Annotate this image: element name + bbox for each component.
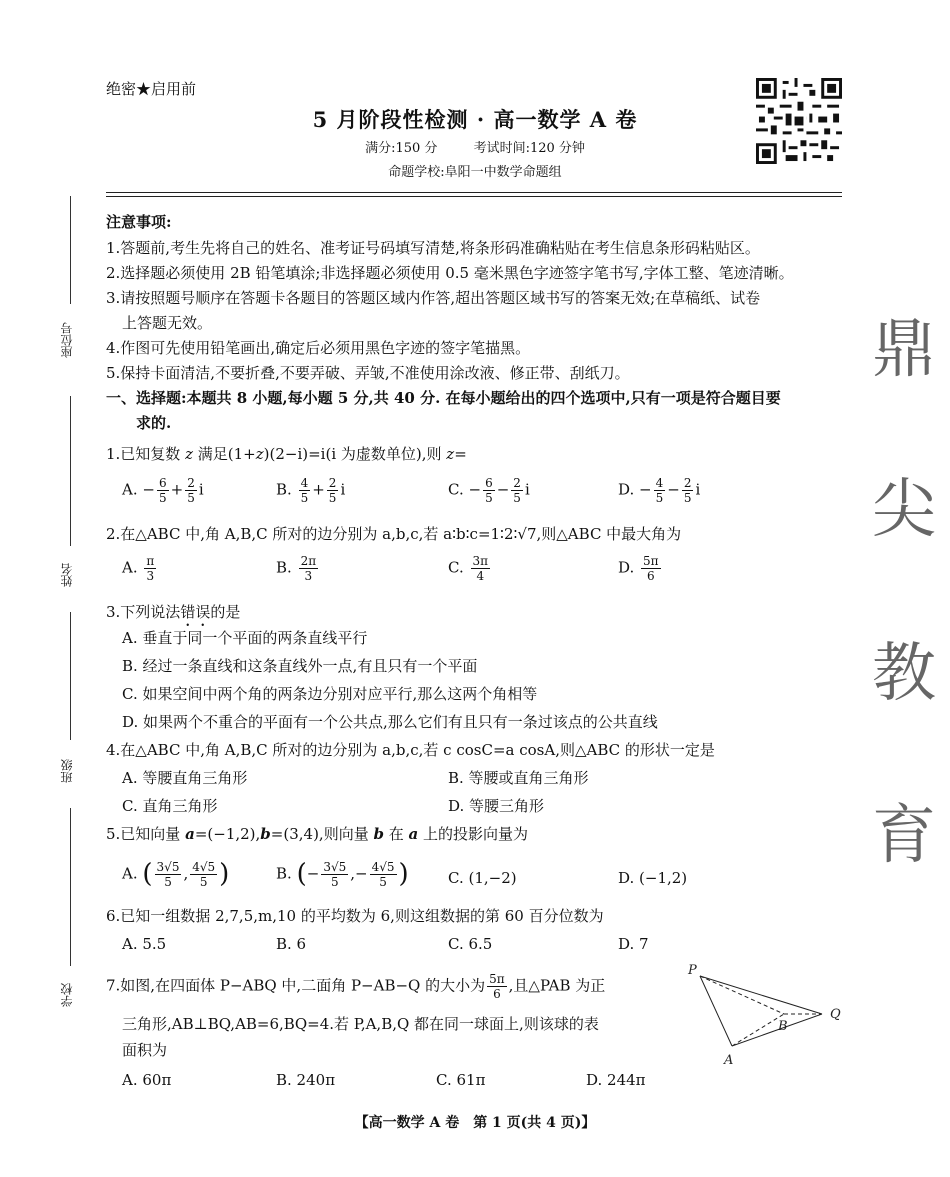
page-footer: 【高一数学 A 卷 第 1 页(共 4 页)】 [354,1115,596,1131]
binding-line [70,196,71,304]
question-5-option-b: B. (− $\frac{3√5}{5}$ ,− $\frac{4√5}{5}$ ) [276,859,409,889]
question-4-stem: 4.在△ABC 中,角 A,B,C 所对的边分别为 a,b,c,若 c cosC=a cosA,则△ABC 的形状一定是 [106,741,715,759]
header-rule [106,196,842,197]
question-7-stem: 7.如图,在四面体 P−ABQ 中,二面角 P−AB−Q 的大小为 $\frac{5\pi}{6}$ ,且△PAB 为正 [106,972,606,1001]
tetrahedron-diagram [682,962,852,1072]
question-2-option-a: A. $\frac{\pi}{3}$ [122,554,155,583]
school-label: 学校 [60,983,74,1007]
question-7-option-b: B. 240π [276,1071,336,1089]
notice-item: 3.请按照题号顺序在答题卡各题目的答题区域内作答,超出答题区域书写的答案无效;在草稿纸、试卷 [106,289,761,307]
exam-time: 考试时间:120 分钟 [473,141,585,156]
question-3-option-a: A. 垂直于同一个平面的两条直线平行 [122,629,368,647]
question-4-option-c: C. 直角三角形 [122,797,218,815]
question-3-option-b: B. 经过一条直线和这条直线外一点,有且只有一个平面 [122,657,478,675]
confidential-mark: 绝密★启用前 [106,80,197,98]
notice-item: 上答题无效。 [122,314,213,332]
name-label: 姓名 [60,563,74,587]
question-6-option-a: A. 5.5 [122,935,167,953]
question-1-option-d: D. − $\frac{4}{5}$ − $\frac{2}{5}$ i [618,476,701,505]
class-label: 班级 [60,759,74,783]
vertex-q-label: Q [830,1007,841,1022]
question-1-option-b: B. $\frac{4}{5}$ + $\frac{2}{5}$ i [276,476,346,505]
notice-item: 1.答题前,考生先将自己的姓名、准考证号码填写清楚,将条形码准确粘贴在考生信息条形码粘贴区。 [106,239,760,257]
edge-pq [700,976,822,1014]
brand-char: 尖 [872,473,936,547]
question-3-option-d: D. 如果两个不重合的平面有一个公共点,那么它们有且只有一条过该点的公共直线 [122,713,658,731]
brand-char: 教 [872,637,936,711]
binding-line [70,808,71,966]
question-4-option-d: D. 等腰三角形 [448,797,545,815]
question-2-option-b: B. $\frac{2\pi}{3}$ [276,554,317,583]
vertex-b-label: B [778,1019,788,1034]
question-7-stem: 面积为 [122,1041,168,1059]
question-3-option-c: C. 如果空间中两个角的两条边分别对应平行,那么这两个角相等 [122,685,538,703]
notice-item: 2.选择题必须使用 2B 铅笔填涂;非选择题必须使用 0.5 毫米黑色字迹签字笔书写,字体工整、笔迹清晰。 [106,264,794,282]
question-7-option-a: A. 60π [122,1071,172,1089]
seat-number-label: 座位号 [60,322,74,358]
section-heading: 一、选择题:本题共 8 小题,每小题 5 分,共 40 分. 在每小题给出的四个选项中,只有一项是符合题目要 [106,389,781,407]
question-1-option-c: C. − $\frac{6}{5}$ − $\frac{2}{5}$ i [448,476,530,505]
full-score: 满分:150 分 [365,141,438,156]
question-5-option-a: A. ( $\frac{3√5}{5}$ , $\frac{4√5}{5}$ ) [122,859,230,889]
question-1-stem: 1.已知复数 z 满足(1+z)(2−i)=i(i 为虚数单位),则 z= [106,445,467,463]
exam-school: 命题学校:阜阳一中数学命题组 [388,165,562,180]
notice-item: 4.作图可先使用铅笔画出,确定后必须用黑色字迹的签字笔描黑。 [106,339,531,357]
edge-pb [700,976,784,1014]
notice-heading: 注意事项: [106,213,172,231]
question-7-option-c: C. 61π [436,1071,486,1089]
question-7-option-d: D. 244π [586,1071,646,1089]
question-6-option-d: D. 7 [618,935,649,953]
question-5-stem: 5.已知向量 a=(−1,2),b=(3,4),则向量 b 在 a 上的投影向量为 [106,825,529,843]
question-2-option-d: D. $\frac{5\pi}{6}$ [618,554,659,583]
header-rule [106,192,842,193]
qr-code-icon [756,78,842,164]
brand-char: 育 [872,799,936,873]
question-6-option-b: B. 6 [276,935,307,953]
brand-char: 鼎 [872,313,936,387]
question-2-stem: 2.在△ABC 中,角 A,B,C 所对的边分别为 a,b,c,若 a∶b∶c=1∶2∶√7,则△ABC 中最大角为 [106,525,682,543]
question-5-option-d: D. (−1,2) [618,869,688,887]
question-7-stem: 三角形,AB⊥BQ,AB=6,BQ=4.若 P,A,B,Q 都在同一球面上,则该球的表 [122,1015,599,1033]
question-6-stem: 6.已知一组数据 2,7,5,m,10 的平均数为 6,则这组数据的第 60 百分位数为 [106,907,604,925]
edge-pa [700,976,732,1046]
question-1-option-a: A. − $\frac{6}{5}$ + $\frac{2}{5}$ i [122,476,204,505]
question-5-option-c: C. (1,−2) [448,869,517,887]
vertex-p-label: P [688,963,697,978]
question-6-option-c: C. 6.5 [448,935,493,953]
question-3-stem: 3.下列说法错误的是 [106,603,241,621]
question-4-option-a: A. 等腰直角三角形 [122,769,248,787]
exam-title: 5 月阶段性检测 · 高一数学 A 卷 [312,107,638,132]
section-heading: 求的. [136,414,172,432]
vertex-a-label: A [724,1053,734,1068]
binding-line [70,612,71,740]
question-4-option-b: B. 等腰或直角三角形 [448,769,589,787]
binding-line [70,396,71,546]
notice-item: 5.保持卡面清洁,不要折叠,不要弄破、弄皱,不准使用涂改液、修正带、刮纸刀。 [106,364,630,382]
question-2-option-c: C. $\frac{3\pi}{4}$ [448,554,489,583]
